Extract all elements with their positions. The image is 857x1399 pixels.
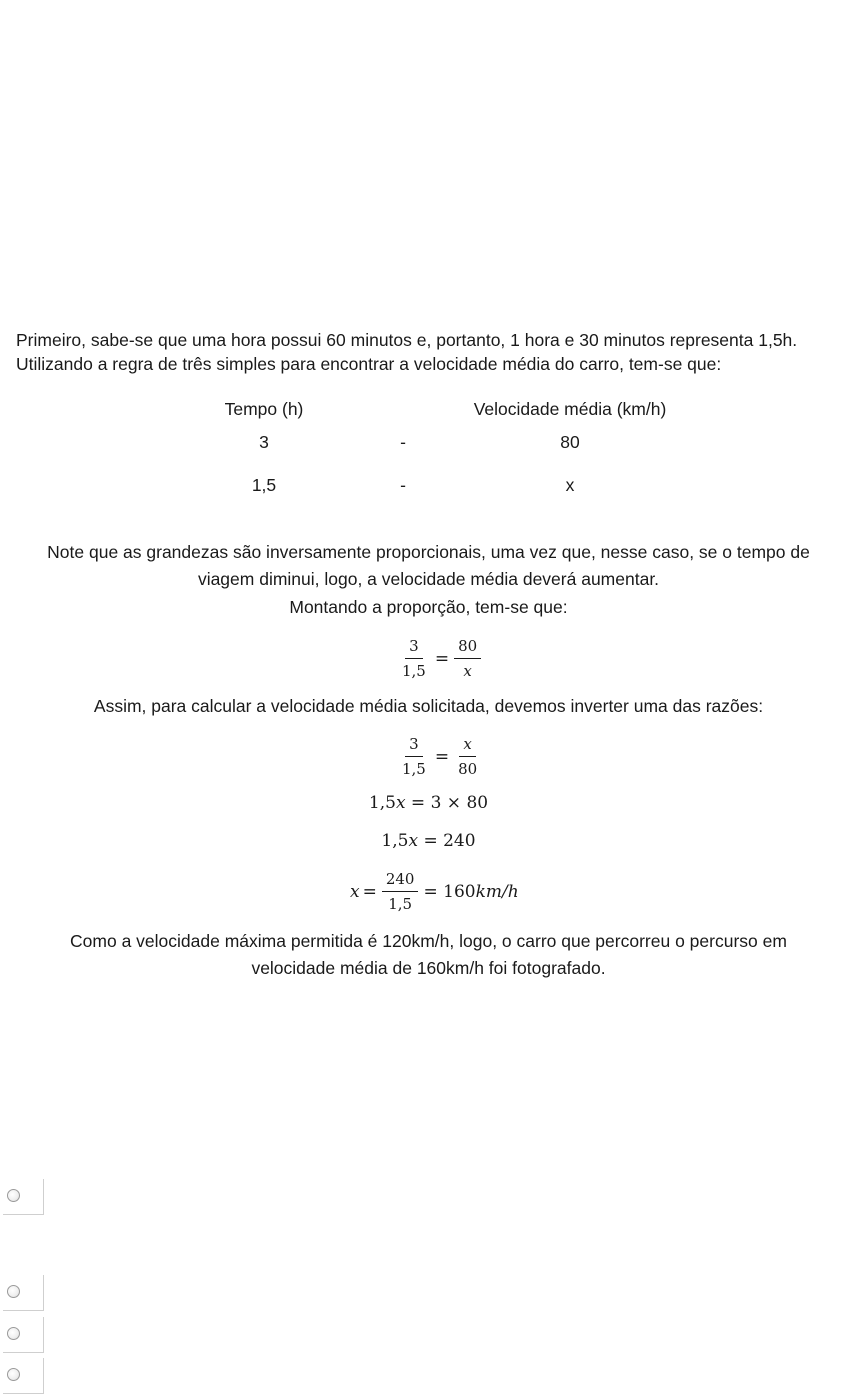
fraction-numerator: 3 [405, 637, 423, 659]
note-line-1: Note que as grandezas são inversamente proporcionais, uma vez que, nesse caso, se o tempo de [47, 542, 810, 562]
result-value: = 160 [423, 881, 476, 902]
note-line-2: viagem diminui, logo, a velocidade média deverá aumentar. [197, 569, 660, 589]
table-row-2-separator: - [400, 475, 406, 495]
table-row-1-separator: - [400, 432, 406, 452]
variable: x [408, 831, 419, 851]
fraction-numerator: 3 [405, 735, 423, 757]
table-row-2-tempo: 1,5 [251, 475, 277, 495]
fraction-denominator: 80 [458, 760, 478, 778]
radio-button[interactable] [7, 1327, 20, 1340]
intro-line-1: Primeiro, sabe-se que uma hora possui 60 minutos e, portanto, 1 hora e 30 minutos representa 1,5h. [16, 330, 798, 350]
fraction-denominator: 1,5 [402, 760, 426, 778]
answer-option-1[interactable] [3, 1179, 44, 1215]
variable: x [350, 881, 360, 902]
coefficient: 1,5 [381, 831, 409, 851]
answer-option-4[interactable] [3, 1358, 44, 1394]
intro-line-2: Utilizando a regra de três simples para encontrar a velocidade média do carro, tem-se que: [16, 354, 722, 374]
table-header-tempo: Tempo (h) [224, 399, 304, 419]
coefficient: 1,5 [368, 793, 396, 813]
equation-rest: = 240 [418, 831, 476, 851]
table-header-velocidade: Velocidade média (km/h) [473, 399, 667, 419]
equation-line-1 [0, 791, 857, 815]
fraction-numerator: x [459, 735, 475, 757]
answer-option-3[interactable] [3, 1317, 44, 1353]
equation-rest: = 3 × 80 [405, 793, 489, 813]
radio-button[interactable] [7, 1368, 20, 1381]
fraction-numerator: 240 [382, 870, 419, 892]
fraction-denominator: 1,5 [388, 895, 413, 913]
equation-line-2 [0, 829, 857, 853]
variable: x [395, 793, 406, 813]
table-row-1-tempo: 3 [259, 432, 269, 452]
invert-ratio-text: Assim, para calcular a velocidade média solicitada, devemos inverter uma das razões: [93, 696, 764, 716]
note-line-3: Montando a proporção, tem-se que: [289, 597, 568, 617]
table-row-2-velocidade: x [565, 475, 575, 495]
conclusion-line-1: Como a velocidade máxima permitida é 120km/h, logo, o carro que percorreu o percurso em [70, 931, 787, 951]
proportion-equation-2 [396, 735, 483, 778]
table-row-1-velocidade: 80 [560, 432, 580, 452]
result-equation [350, 870, 519, 913]
fraction-denominator: x [463, 662, 472, 680]
equals-sign: = [362, 881, 377, 902]
fraction-numerator: 80 [454, 637, 481, 659]
equals-sign: = [434, 746, 450, 767]
radio-button[interactable] [7, 1189, 20, 1202]
radio-button[interactable] [7, 1285, 20, 1298]
equals-sign: = [434, 648, 450, 669]
answer-option-2[interactable] [3, 1275, 44, 1311]
result-unit: km/h [475, 881, 519, 902]
fraction-denominator: 1,5 [402, 662, 426, 680]
conclusion-line-2: velocidade média de 160km/h foi fotografado. [251, 958, 606, 978]
proportion-equation-1 [396, 637, 483, 680]
